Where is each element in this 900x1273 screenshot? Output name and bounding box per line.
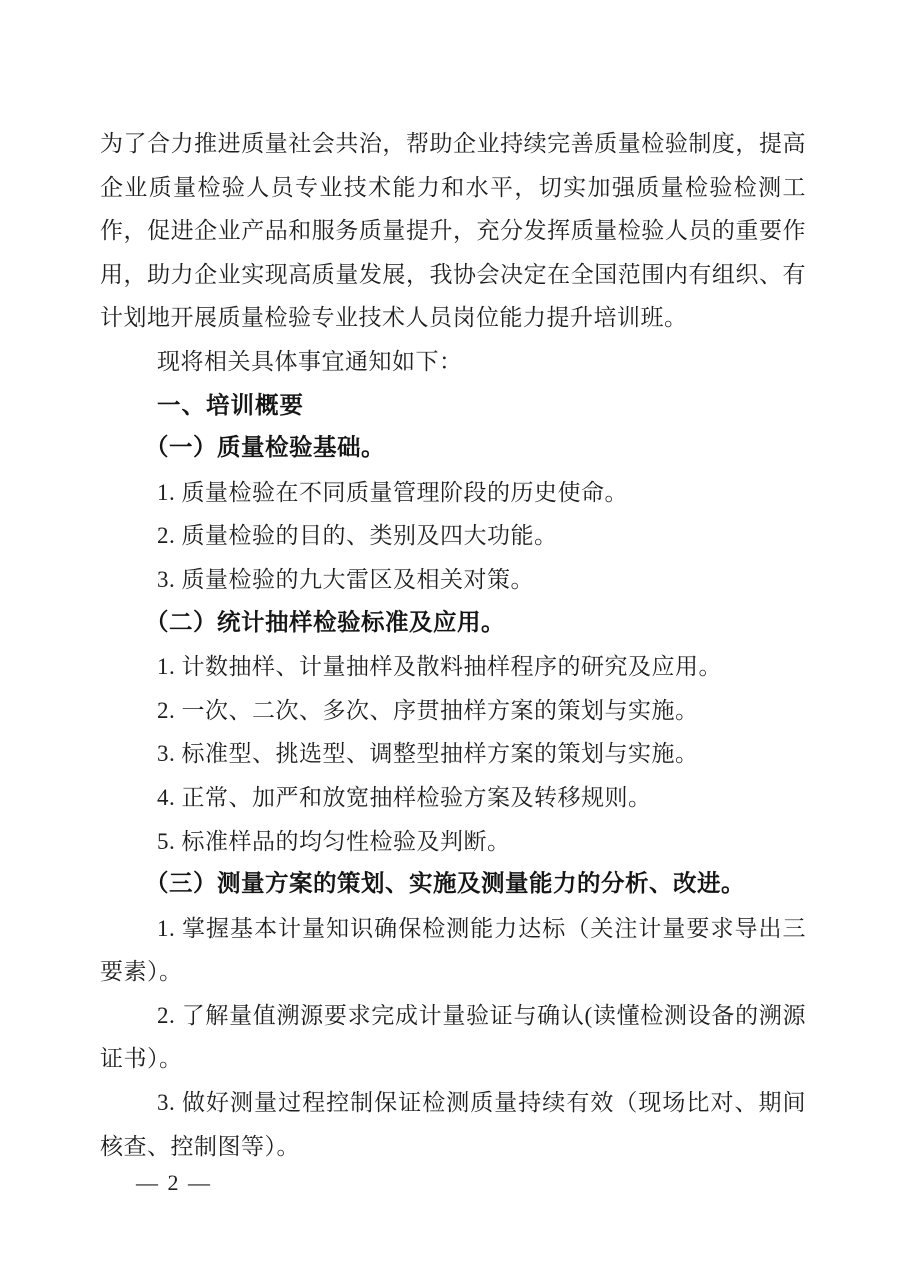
document-body [100,122,806,1168]
list-item: 2. 质量检验的目的、类别及四大功能。 [157,523,558,549]
list-item: 1. 掌握基本计量知识确保检测能力达标（关注计量要求导出三要素）。 [100,915,806,985]
list-item: 2. 一次、二次、多次、序贯抽样方案的策划与实施。 [157,697,699,723]
list-item: 1. 质量检验在不同质量管理阶段的历史使命。 [157,479,628,505]
list-item: 4. 正常、加严和放宽抽样检验方案及转移规则。 [157,784,652,810]
list-item: 3. 标准型、挑选型、调整型抽样方案的策划与实施。 [157,741,699,767]
list-item: 5. 标准样品的均匀性检验及判断。 [157,828,511,854]
list-item: 2. 了解量值溯源要求完成计量验证与确认(读懂检测设备的溯源证书）。 [100,1002,806,1072]
subsection-heading-1: （一）质量检验基础。 [145,435,385,462]
page-number: — 2 — [136,1170,212,1195]
subsection-heading-3: （三）测量方案的策划、实施及测量能力的分析、改进。 [145,871,745,898]
list-item: 3. 质量检验的九大雷区及相关对策。 [157,566,534,592]
paragraph-intro: 为了合力推进质量社会共治，帮助企业持续完善质量检验制度，提高企业质量检验人员专业技术能力和水平，切实加强质量检验检测工作，促进企业产品和服务质量提升，充分发挥质量检验人员的重要作用，助力企业实现高质量发展，我协会决定在全国范围内有组织、有计划地开展质量检验专业技术人员岗位能力提升培训班。 [100,131,806,331]
list-item: 3. 做好测量过程控制保证检测质量持续有效（现场比对、期间核查、控制图等）。 [100,1090,806,1159]
paragraph-notice: 现将相关具体事宜通知如下： [157,348,463,374]
subsection-heading-2: （二）统计抽样检验标准及应用。 [145,609,505,636]
list-item: 1. 计数抽样、计量抽样及散料抽样程序的研究及应用。 [157,654,722,680]
section-heading-training-overview: 一、培训概要 [157,391,304,418]
